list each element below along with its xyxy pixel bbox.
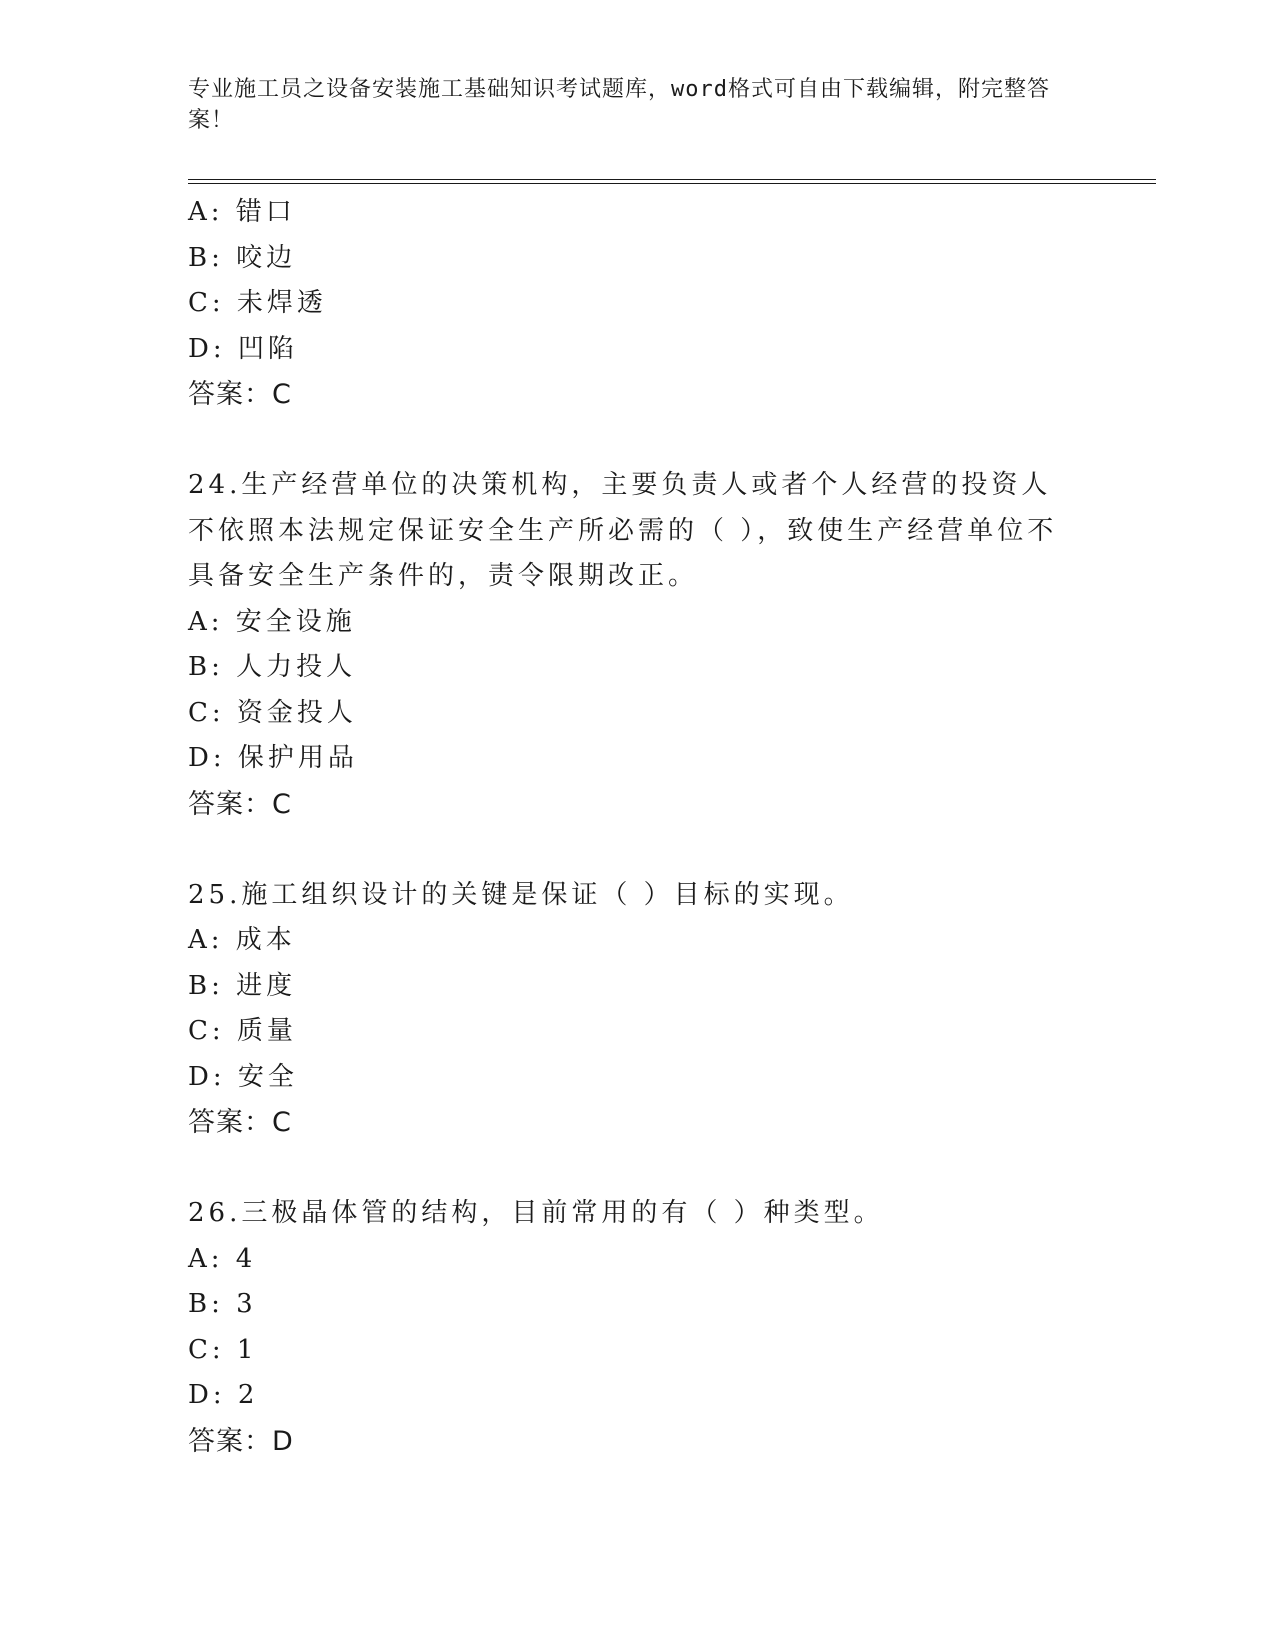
spacer bbox=[188, 827, 1078, 873]
page-header: 专业施工员之设备安装施工基础知识考试题库，word格式可自由下载编辑，附完整答案！ bbox=[188, 77, 1050, 133]
option-d: D: 凹陷 bbox=[188, 333, 298, 364]
answer: 答案：C bbox=[188, 788, 292, 820]
option-b: B: 咬边 bbox=[188, 242, 297, 273]
header-divider-top bbox=[188, 179, 1156, 180]
option-c: C: 质量 bbox=[188, 1016, 297, 1046]
header-divider-bottom bbox=[188, 183, 1156, 184]
spacer bbox=[188, 418, 1078, 464]
question-list bbox=[188, 190, 1078, 1464]
option-a: A: 成本 bbox=[188, 925, 296, 955]
option-d: D: 保护用品 bbox=[188, 743, 358, 773]
option-a: A: 错口 bbox=[188, 197, 296, 227]
question-26 bbox=[188, 1191, 1078, 1464]
question-24 bbox=[188, 463, 1078, 827]
question-text: 24.生产经营单位的决策机构，主要负责人或者个人经营的投资人不依照本法规定保证安全生产所必需的（ ），致使生产经营单位不具备安全生产条件的，责令限期改正。 bbox=[188, 470, 1058, 591]
spacer bbox=[188, 1146, 1078, 1192]
option-b: B: 3 bbox=[188, 1289, 257, 1319]
answer: 答案：C bbox=[188, 1107, 292, 1138]
question-23-continued bbox=[188, 190, 1078, 418]
option-d: D: 安全 bbox=[188, 1061, 298, 1092]
option-b: B: 进度 bbox=[188, 970, 297, 1001]
option-d: D: 2 bbox=[188, 1380, 259, 1410]
answer: 答案：D bbox=[188, 1425, 294, 1457]
answer: 答案：C bbox=[188, 379, 292, 410]
option-a: A: 4 bbox=[188, 1243, 257, 1274]
question-text: 26.三极晶体管的结构，目前常用的有（ ）种类型。 bbox=[188, 1198, 884, 1228]
option-c: C: 资金投人 bbox=[188, 697, 357, 728]
option-a: A: 安全设施 bbox=[188, 606, 356, 637]
option-c: C: 未焊透 bbox=[188, 288, 327, 318]
question-25 bbox=[188, 873, 1078, 1146]
option-b: B: 人力投人 bbox=[188, 652, 357, 682]
option-c: C: 1 bbox=[188, 1334, 258, 1365]
question-text: 25.施工组织设计的关键是保证（ ）目标的实现。 bbox=[188, 879, 854, 910]
